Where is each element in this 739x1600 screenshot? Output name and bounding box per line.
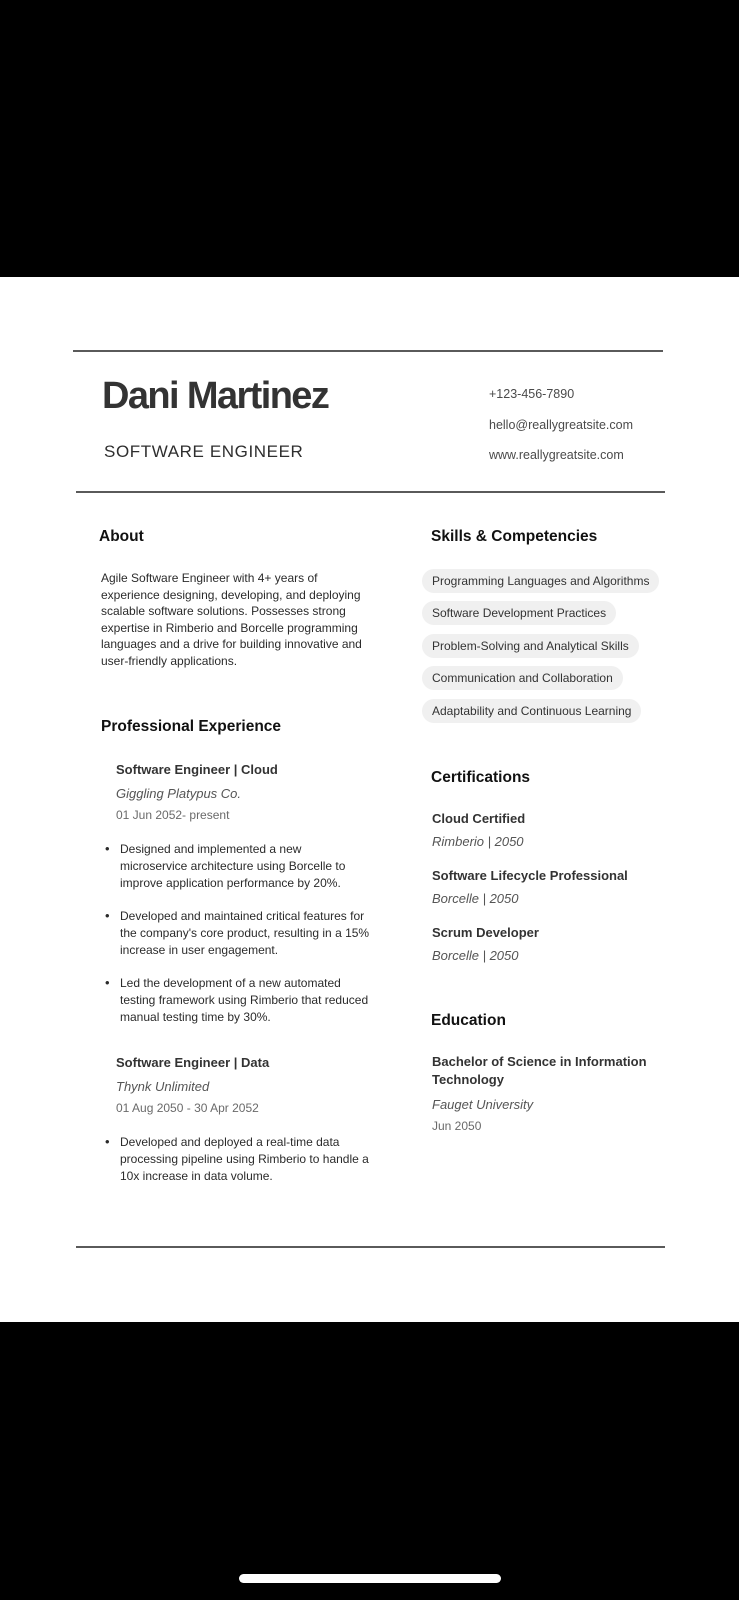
header-divider [76,491,665,493]
home-indicator[interactable] [239,1574,501,1583]
education-heading: Education [431,1012,506,1029]
cert-title: Software Lifecycle Professional [432,868,628,883]
cert-title: Scrum Developer [432,925,539,940]
cert-issuer: Borcelle | 2050 [432,948,519,963]
job-role: Software Engineer | Data [116,1055,270,1070]
candidate-name: Dani Martinez [102,375,329,417]
contact-email: hello@reallygreatsite.com [489,418,634,432]
job-company: Giggling Platypus Co. [116,786,242,801]
about-line: languages and a drive for building innovative and [101,637,362,652]
certifications-heading: Certifications [431,769,531,786]
experience-heading: Professional Experience [101,718,282,735]
skill-chip: Software Development Practices [422,601,616,625]
about-line: Agile Software Engineer with 4+ years of [101,571,318,585]
cert-title: Cloud Certified [432,811,526,826]
job-bullet: • Led the development of a new automated testing framework using Rimberio that reduced manual testing time by 30%. [120,975,370,1025]
about-heading: About [99,528,144,545]
job-bullet: • Developed and maintained critical features for the company's core product, resulting in a 15% increase in user engagement. [120,908,370,958]
job-dates: 01 Aug 2050 - 30 Apr 2052 [116,1101,259,1115]
job-role: Software Engineer | Cloud [116,762,278,777]
contact-phone: +123-456-7890 [489,387,575,401]
skill-chip: Communication and Collaboration [422,666,623,690]
cert-issuer: Rimberio | 2050 [432,834,524,849]
skill-chip: Programming Languages and Algorithms [422,569,659,593]
skills-heading: Skills & Competencies [431,528,598,545]
job-company: Thynk Unlimited [116,1079,210,1094]
skill-chip: Adaptability and Continuous Learning [422,699,641,723]
about-line: expertise in Rimberio and Borcelle programming [101,620,358,635]
education-school: Fauget University [432,1097,534,1112]
contact-website: www.reallygreatsite.com [489,448,624,462]
about-line: scalable software solutions. Possesses strong [101,604,346,619]
job-dates: 01 Jun 2052- present [116,808,230,822]
top-divider [73,350,663,352]
skill-chip: Problem-Solving and Analytical Skills [422,634,639,658]
about-line: user-friendly applications. [101,653,238,668]
education-date: Jun 2050 [432,1119,482,1133]
education-degree-line1: Bachelor of Science in Information [432,1054,647,1069]
about-line: experience designing, developing, and deploying [101,587,361,602]
candidate-title: SOFTWARE ENGINEER [104,442,304,461]
bottom-divider [76,1246,665,1248]
resume-page [0,277,739,1322]
cert-issuer: Borcelle | 2050 [432,891,519,906]
about-text [101,570,381,670]
job-bullet: • Developed and deployed a real-time data processing pipeline using Rimberio to handle a 10x increase in data volume. [120,1134,370,1184]
job-bullet: • Designed and implemented a new microservice architecture using Borcelle to improve application performance by 20%. [120,841,370,891]
education-degree-line2: Technology [432,1072,504,1087]
